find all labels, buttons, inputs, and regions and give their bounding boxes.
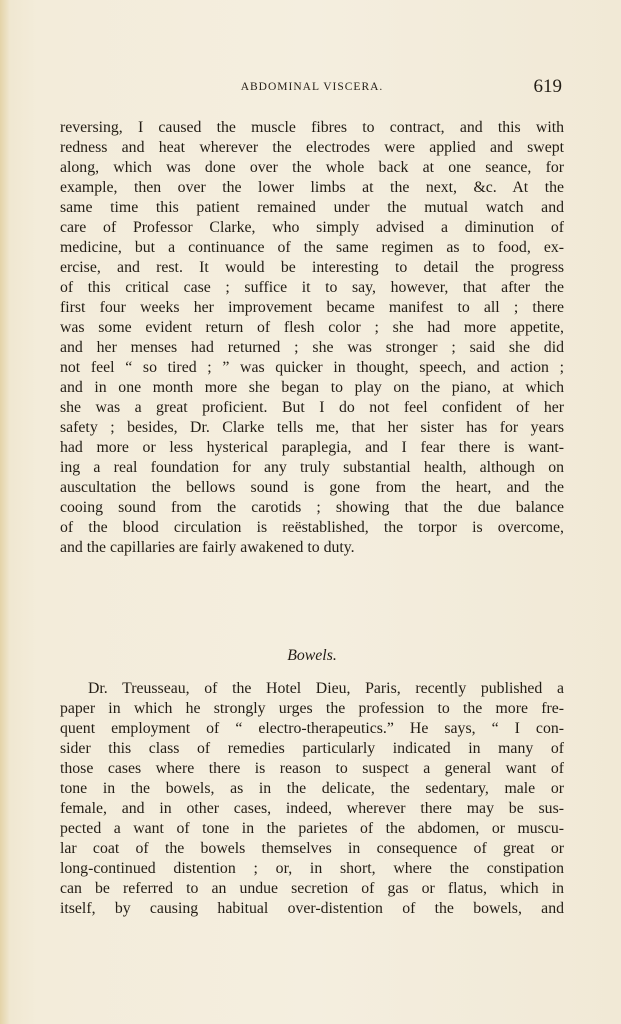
text-line: and her menses had returned ; she was stronger ; said she did [60,339,564,356]
text-line: was some evident return of flesh color ; she had more appetite, [60,319,564,336]
text-line: along, which was done over the whole back at one seance, for [60,159,564,176]
text-line: female, and in other cases, indeed, wherever there may be sus- [60,800,564,817]
section-heading: Bowels. [287,647,337,664]
text-line: and the capillaries are fairly awakened to duty. [60,539,355,556]
paragraph-1 [60,118,564,558]
text-line: redness and heat wherever the electrodes were applied and swept [60,139,564,156]
page-header [60,76,564,102]
text-line: care of Professor Clarke, who simply advised a diminution of [60,219,564,236]
text-line: cooing sound from the carotids ; showing that the due balance [60,499,564,516]
text-line: sider this class of remedies particularly indicated in many of [60,740,564,757]
text-line: of the blood circulation is reëstablished, the torpor is overcome, [60,519,564,536]
text-line: long-continued distention ; or, in short, where the constipation [60,860,564,877]
text-line: not feel “ so tired ; ” was quicker in thought, speech, and action ; [60,359,564,376]
page-edge-shadow [0,0,10,1024]
text-line: paper in which he strongly urges the profession to the more fre- [60,700,564,717]
text-line: had more or less hysterical paraplegia, and I fear there is want- [60,439,564,456]
text-line: and in one month more she began to play on the piano, at which [60,379,564,396]
text-line: can be referred to an undue secretion of gas or flatus, which in [60,880,564,897]
text-line: first four weeks her improvement became manifest to all ; there [60,299,564,316]
text-line: ercise, and rest. It would be interesting to detail the progress [60,259,564,276]
text-line: safety ; besides, Dr. Clarke tells me, that her sister has for years [60,419,564,436]
text-line: reversing, I caused the muscle fibres to contract, and this with [60,119,564,136]
text-line: Dr. Treusseau, of the Hotel Dieu, Paris, recently published a [88,680,564,697]
text-line: auscultation the bellows sound is gone from the heart, and the [60,479,564,496]
text-line: medicine, but a continuance of the same regimen as to food, ex- [60,239,564,256]
text-line: quent employment of “ electro-therapeutics.” He says, “ I con- [60,720,564,737]
text-line: itself, by causing habitual over-distention of the bowels, and [60,900,564,917]
text-line: those cases where there is reason to suspect a general want of [60,760,564,777]
text-line: she was a great proficient. But I do not feel confident of her [60,399,564,416]
text-line: pected a want of tone in the parietes of the abdomen, or muscu- [60,820,564,837]
page-number: 619 [533,76,562,97]
text-line: lar coat of the bowels themselves in consequence of great or [60,840,564,857]
text-line: ing a real foundation for any truly substantial health, although on [60,459,564,476]
text-line: example, then over the lower limbs at the next, &c. At the [60,179,564,196]
paragraph-2 [60,679,564,919]
running-head: ABDOMINAL VISCERA. [240,81,384,93]
text-line: tone in the bowels, as in the delicate, the sedentary, male or [60,780,564,797]
text-line: of this critical case ; suffice it to say, however, that after the [60,279,564,296]
text-line: same time this patient remained under the mutual watch and [60,199,564,216]
